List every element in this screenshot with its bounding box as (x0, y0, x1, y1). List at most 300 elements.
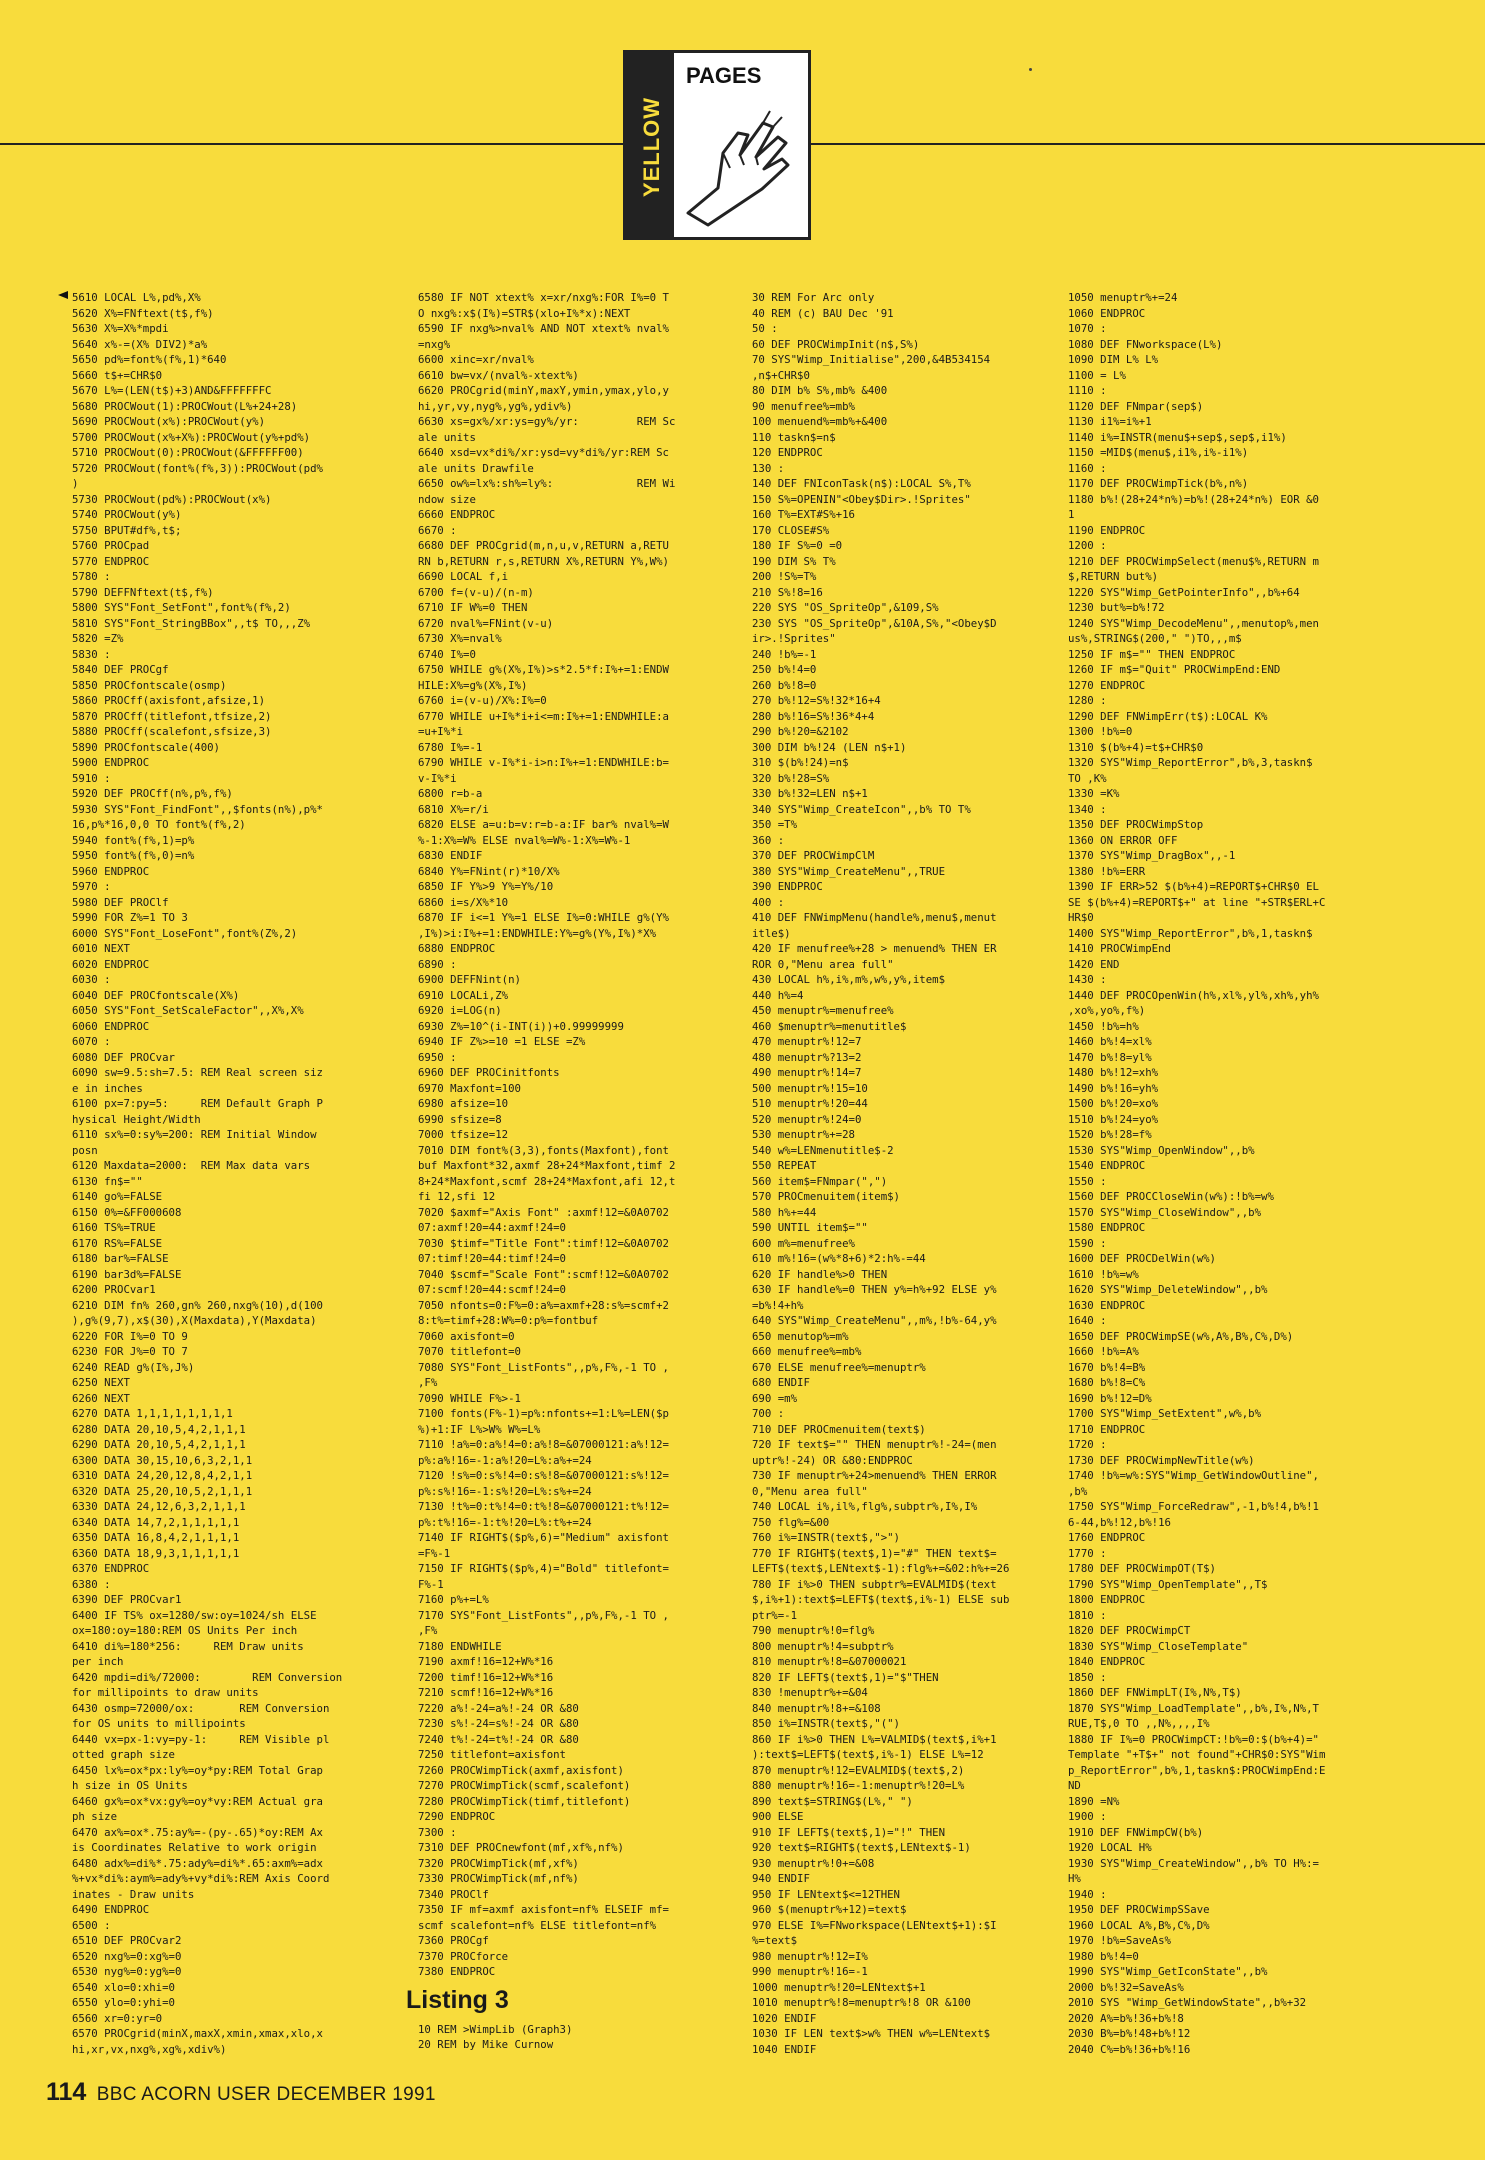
code-line: 6510 DEF PROCvar2 (72, 1934, 182, 1947)
code-line: 1710 ENDPROC (1068, 1422, 1146, 1436)
code-line: 890 text$=STRING$(L%," ") (752, 1794, 913, 1808)
code-line: RUE,T$,0 TO ,,N%,,,,I% (1068, 1717, 1210, 1730)
code-line: 5800 SYS"Font_SetFont",font%(f%,2) (72, 601, 291, 614)
code-line: 2010 SYS "Wimp_GetWindowState",,b%+32 (1068, 1996, 1307, 2009)
code-line: 6100 px=7:py=5: REM Default Graph P (72, 1097, 323, 1110)
code-line: 7270 PROCWimpTick(scmf,scalefont) (418, 1779, 631, 1792)
code-line: ir>.!Sprites" (752, 632, 836, 645)
code-line: 630 IF handle%=0 THEN y%=h%+92 ELSE y% (752, 1283, 997, 1296)
code-line: 6060 ENDPROC (72, 1019, 150, 1033)
code-line: 07:timf!20=44:timf!24=0 (418, 1252, 566, 1265)
code-line: 760 i%=INSTR(text$,">") (752, 1531, 900, 1544)
code-line: 6750 WHILE g%(X%,I%)>s*2.5*f:I%+=1:ENDW (418, 663, 669, 676)
code-line: ox=180:oy=180:REM OS Units Per inch (72, 1624, 298, 1637)
code-line: 6360 DATA 18,9,3,1,1,1,1,1 (72, 1546, 240, 1560)
code-line: 1460 b%!4=xl% (1068, 1035, 1152, 1048)
code-line: 6970 Maxfont=100 (418, 1081, 521, 1095)
code-line: 6450 lx%=ox*px:ly%=oy*py:REM Total Grap (72, 1763, 323, 1777)
code-line: 1150 =MID$(menu$,i1%,i%-i1%) (1068, 446, 1249, 459)
code-line: 5650 pd%=font%(f%,1)*640 (72, 353, 227, 366)
code-line: 6920 i=LOG(n) (418, 1004, 502, 1017)
code-line: 1320 SYS"Wimp_ReportError",b%,3,taskn$ (1068, 756, 1313, 769)
code-line: 1670 b%!4=B% (1068, 1360, 1146, 1374)
code-line: 490 menuptr%!14=7 (752, 1066, 862, 1079)
code-line: 1510 b%!24=yo% (1068, 1112, 1159, 1126)
code-line: 800 menuptr%!4=subptr% (752, 1639, 894, 1653)
code-line: ):text$=LEFT$(text$,i%-1) ELSE L%=12 (752, 1748, 984, 1761)
code-line: 6430 osmp=72000/ox: REM Conversion (72, 1701, 330, 1715)
code-line: 990 menuptr%!16=-1 (752, 1965, 868, 1978)
code-line: fi 12,sfi 12 (418, 1190, 496, 1203)
code-line: 1790 SYS"Wimp_OpenTemplate",,T$ (1068, 1577, 1268, 1591)
code-line: 1050 menuptr%+=24 (1068, 291, 1178, 304)
code-line: 1520 b%!28=f% (1068, 1128, 1152, 1141)
code-line: 1570 SYS"Wimp_CloseWindow",,b% (1068, 1205, 1262, 1219)
code-line: 350 =T% (752, 818, 798, 831)
code-line: 1230 but%=b%!72 (1068, 601, 1165, 614)
code-line: 5640 x%-=(X% DIV2)*a% (72, 337, 208, 351)
code-line: 6810 X%=r/i (418, 802, 489, 816)
code-line: 6380 : (72, 1577, 111, 1591)
code-line: 7230 s%!-24=s%!-24 OR &80 (418, 1717, 579, 1730)
code-line: 1270 ENDPROC (1068, 678, 1146, 692)
code-line: 6990 sfsize=8 (418, 1112, 502, 1126)
code-column-2 (406, 290, 736, 2070)
code-line: 5610 LOCAL L%,pd%,X% (72, 291, 201, 304)
code-line: ,b% (1068, 1484, 1088, 1498)
code-line: 6660 ENDPROC (418, 508, 496, 521)
code-line: 6300 DATA 30,15,10,6,3,2,1,1 (72, 1453, 253, 1467)
code-line: 6230 FOR J%=0 TO 7 (72, 1345, 188, 1358)
code-line: 6200 PROCvar1 (72, 1283, 156, 1296)
code-line: 1340 : (1068, 802, 1107, 816)
code-line: 6470 ax%=ox*.75:ay%=-(py-.65)*oy:REM Ax (72, 1825, 323, 1839)
code-line: ,xo%,yo%,f%) (1068, 1004, 1146, 1017)
code-line: 1040 ENDIF (752, 2042, 817, 2056)
code-line: 450 menuptr%=menufree% (752, 1004, 894, 1017)
code-line: 6880 ENDPROC (418, 942, 496, 955)
code-line: 1580 ENDPROC (1068, 1221, 1146, 1234)
code-line: 1130 i1%=i%+1 (1068, 415, 1152, 428)
code-line: 320 b%!28=S% (752, 771, 830, 785)
code-line: 6460 gx%=ox*vx:gy%=oy*vy:REM Actual gra (72, 1794, 323, 1808)
code-line: 1470 b%!8=yl% (1068, 1050, 1152, 1064)
code-line: 1970 !b%=SaveAs% (1068, 1934, 1171, 1947)
code-line: 360 : (752, 833, 785, 847)
code-line: 1930 SYS"Wimp_CreateWindow",,b% TO H%:= (1068, 1856, 1319, 1870)
code-line: 1750 SYS"Wimp_ForceRedraw",-1,b%!4,b%!1 (1068, 1500, 1319, 1513)
code-line: 6140 go%=FALSE (72, 1190, 163, 1203)
code-line: 6050 SYS"Font_SetScaleFactor",,X%,X% (72, 1004, 304, 1017)
code-line: 5860 PROCff(axisfont,afsize,1) (72, 694, 266, 707)
code-line: ,I%)>i:I%+=1:ENDWHILE:Y%=g%(Y%,I%)*X% (418, 926, 657, 940)
code-line: %+vx*di%:aym%=ady%+vy*di%:REM Axis Coord (72, 1872, 330, 1885)
code-line: 7140 IF RIGHT$($p%,6)="Medium" axisfont (418, 1531, 669, 1544)
code-line: 190 DIM S% T% (752, 554, 836, 568)
code-line: 6500 : (72, 1918, 111, 1932)
code-line: 6770 WHILE u+I%*i+i<=m:I%+=1:ENDWHILE:a (418, 709, 669, 723)
code-line: 740 LOCAL i%,il%,flg%,subptr%,I%,I% (752, 1500, 978, 1513)
code-line: 480 menuptr%?13=2 (752, 1050, 862, 1064)
arrow-marker (58, 291, 68, 299)
code-line: 160 T%=EXT#S%+16 (752, 508, 855, 521)
code-line: inates - Draw units (72, 1887, 195, 1901)
code-line: 6950 : (418, 1050, 457, 1064)
code-line: 5690 PROCWout(x%):PROCWout(y%) (72, 415, 266, 428)
code-line: 5910 : (72, 771, 111, 785)
code-line: 5680 PROCWout(1):PROCWout(L%+24+28) (72, 399, 298, 413)
listing-3-title: Listing 3 (406, 1985, 509, 2014)
code-line: 330 b%!32=LEN n$+1 (752, 787, 868, 800)
code-line: 380 SYS"Wimp_CreateMenu",,TRUE (752, 864, 946, 878)
code-column-1 (72, 290, 384, 2070)
code-line: 500 menuptr%!15=10 (752, 1081, 868, 1095)
code-line: 110 taskn$=n$ (752, 430, 836, 444)
code-line: 670 ELSE menufree%=menuptr% (752, 1360, 926, 1374)
code-line: 1380 !b%=ERR (1068, 864, 1146, 878)
code-line: 7350 IF mf=axmf axisfont=nf% ELSEIF mf= (418, 1903, 669, 1916)
code-line: 1200 : (1068, 539, 1107, 552)
code-line: 720 IF text$="" THEN menuptr%!-24=(men (752, 1438, 997, 1451)
code-line: 5760 PROCpad (72, 539, 150, 552)
code-line: 6220 FOR I%=0 TO 9 (72, 1329, 188, 1343)
code-column-4 (1068, 290, 1396, 2070)
code-line: 1540 ENDPROC (1068, 1159, 1146, 1172)
code-line: 6910 LOCALi,Z% (418, 988, 509, 1002)
code-line: posn (72, 1143, 98, 1157)
code-line: 10 REM >WimpLib (Graph3) (418, 2022, 573, 2036)
code-line: 5830 : (72, 647, 111, 661)
code-line: 7030 $timf="Title Font":timf!12=&0A0702 (418, 1236, 669, 1250)
code-line: 1030 IF LEN text$>w% THEN w%=LENtext$ (752, 2027, 991, 2040)
code-line: 520 menuptr%!24=0 (752, 1112, 862, 1126)
code-line: 930 menuptr%!0+=&08 (752, 1856, 875, 1870)
code-line: 560 item$=FNmpar(",") (752, 1174, 888, 1188)
code-line: 5710 PROCWout(0):PROCWout(&FFFFFF00) (72, 446, 304, 459)
code-line: 1740 !b%=w%:SYS"Wimp_GetWindowOutline", (1068, 1469, 1319, 1482)
code-line: 6590 IF nxg%>nval% AND NOT xtext% nval% (418, 322, 669, 335)
code-line: 6540 xlo=0:xhi=0 (72, 1980, 175, 1994)
code-line: 1330 =K% (1068, 787, 1120, 800)
code-line: 7020 $axmf="Axis Font" :axmf!12=&0A0702 (418, 1205, 669, 1219)
code-line: 1650 DEF PROCWimpSE(w%,A%,B%,C%,D%) (1068, 1329, 1294, 1343)
code-line: p%:a%!16=-1:a%!20=L%:a%+=24 (418, 1453, 592, 1467)
code-line: 200 !S%=T% (752, 570, 817, 583)
code-line: 1010 menuptr%!8=menuptr%!8 OR &100 (752, 1996, 971, 2009)
code-line: 5840 DEF PROCgf (72, 663, 169, 676)
code-line: hi,xr,vx,nxg%,xg%,xdiv%) (72, 2042, 227, 2056)
code-line: 540 w%=LENmenutitle$-2 (752, 1143, 894, 1157)
code-line: 770 IF RIGHT$(text$,1)="#" THEN text$= (752, 1546, 997, 1560)
code-line: 7180 ENDWHILE (418, 1639, 502, 1653)
code-line: 6780 I%=-1 (418, 740, 483, 754)
code-line: %=text$ (752, 1934, 798, 1947)
code-line: 6320 DATA 25,20,10,5,2,1,1,1 (72, 1484, 253, 1498)
code-line: 6610 bw=vx/(nval%-xtext%) (418, 368, 579, 382)
code-line: 260 b%!8=0 (752, 678, 817, 692)
code-line: 1780 DEF PROCWimpOT(T$) (1068, 1562, 1216, 1575)
code-line: 1450 !b%=h% (1068, 1019, 1139, 1033)
code-line: 6820 ELSE a=u:b=v:r=b-a:IF bar% nval%=W (418, 818, 669, 831)
code-line: 6830 ENDIF (418, 849, 483, 862)
code-line: 710 DEF PROCmenuitem(text$) (752, 1422, 926, 1436)
code-line: 1420 END (1068, 957, 1120, 971)
code-line: 5900 ENDPROC (72, 756, 150, 769)
code-line: 7120 !s%=0:s%!4=0:s%!8=&07000121:s%!12= (418, 1469, 669, 1482)
code-line: 50 : (752, 322, 778, 335)
code-line: 0,"Menu area full" (752, 1484, 868, 1498)
code-line: 1250 IF m$="" THEN ENDPROC (1068, 647, 1236, 661)
code-line: 660 menufree%=mb% (752, 1345, 862, 1358)
code-line: us%,STRING$(200," ")TO,,,m$ (1068, 632, 1242, 645)
code-line: 6900 DEFFNint(n) (418, 973, 521, 986)
code-line: 7010 DIM font%(3,3),fonts(Maxfont),font (418, 1143, 669, 1157)
code-line: 6370 ENDPROC (72, 1562, 150, 1575)
code-line: 7290 ENDPROC (418, 1810, 496, 1823)
code-line: 6580 IF NOT xtext% x=xr/nxg%:FOR I%=0 T (418, 291, 669, 304)
code-line: HILE:X%=g%(X%,I%) (418, 678, 528, 692)
code-line: 100 menuend%=mb%+&400 (752, 415, 888, 428)
code-line: 1900 : (1068, 1810, 1107, 1823)
code-line: 280 b%!16=S%!36*4+4 (752, 709, 875, 723)
code-line: 6250 NEXT (72, 1376, 130, 1389)
code-line: 1080 DEF FNworkspace(L%) (1068, 337, 1223, 351)
code-line: otted graph size (72, 1748, 175, 1761)
code-line: 7240 t%!-24=t%!-24 OR &80 (418, 1732, 579, 1746)
code-line: %-1:X%=W% ELSE nval%=W%-1:X%=W%-1 (418, 833, 631, 847)
code-line: 5750 BPUT#df%,t$; (72, 523, 182, 537)
code-line: ) (72, 477, 79, 490)
code-line: 140 DEF FNIconTask(n$):LOCAL S%,T% (752, 477, 971, 490)
code-line: 7150 IF RIGHT$($p%,4)="Bold" titlefont= (418, 1562, 669, 1575)
code-line: ptr%=-1 (752, 1608, 798, 1622)
code-line: 6090 sw=9.5:sh=7.5: REM Real screen siz (72, 1066, 323, 1079)
code-line: 910 IF LEFT$(text$,1)="!" THEN (752, 1825, 946, 1839)
code-line: 980 menuptr%!12=I% (752, 1949, 868, 1963)
code-line: 6530 nyg%=0:yg%=0 (72, 1965, 182, 1978)
code-column-2-lines (418, 290, 736, 1980)
code-line: 5670 L%=(LEN(t$)+3)AND&FFFFFFFC (72, 384, 272, 397)
code-line: 7190 axmf!16=12+W%*16 (418, 1655, 554, 1668)
code-line: 7320 PROCWimpTick(mf,xf%) (418, 1856, 579, 1870)
code-line: 6340 DATA 14,7,2,1,1,1,1,1 (72, 1515, 240, 1529)
code-line: 1880 IF I%=0 PROCWimpCT:!b%=0:$(b%+4)=" (1068, 1732, 1319, 1746)
code-line: 1290 DEF FNWimpErr(t$):LOCAL K% (1068, 709, 1268, 723)
code-line: 230 SYS "OS_SpriteOp",&10A,S%,"<Obey$D (752, 616, 997, 630)
listing-3-lines (418, 2022, 736, 2053)
code-line: 7340 PROClf (418, 1887, 489, 1901)
code-line: 7110 !a%=0:a%!4=0:a%!8=&07000121:a%!12= (418, 1438, 669, 1451)
code-line: 1550 : (1068, 1174, 1107, 1188)
code-line: 1300 !b%=0 (1068, 725, 1133, 738)
code-line: 6960 DEF PROCinitfonts (418, 1066, 560, 1079)
code-line: 6980 afsize=10 (418, 1097, 509, 1110)
logo-pages-text: PAGES (686, 63, 762, 88)
code-line: scmf scalefont=nf% ELSE titlefont=nf% (418, 1918, 657, 1932)
code-line: 120 ENDPROC (752, 446, 823, 459)
code-line: 6480 adx%=di%*.75:ady%=di%*.65:axm%=adx (72, 1856, 323, 1870)
code-line: 510 menuptr%!20=44 (752, 1097, 868, 1110)
code-line: 7210 scmf!16=12+W%*16 (418, 1686, 554, 1699)
code-line: 1360 ON ERROR OFF (1068, 833, 1178, 847)
code-line: 6280 DATA 20,10,5,4,2,1,1,1 (72, 1422, 246, 1436)
code-line: 1660 !b%=A% (1068, 1345, 1139, 1358)
code-line: 250 b%!4=0 (752, 663, 817, 676)
code-line: p%:t%!16=-1:t%!20=L%:t%+=24 (418, 1515, 592, 1529)
code-line: 1590 : (1068, 1236, 1107, 1250)
code-line: 5630 X%=X%*mpdi (72, 322, 169, 335)
code-line: 6080 DEF PROCvar (72, 1050, 175, 1064)
code-line: 5780 : (72, 570, 111, 583)
code-line: ,F% (418, 1624, 438, 1637)
code-line: 1240 SYS"Wimp_DecodeMenu",,menutop%,men (1068, 616, 1319, 630)
code-line: 1560 DEF PROCCloseWin(w%):!b%=w% (1068, 1190, 1274, 1203)
code-line: 530 menuptr%+=28 (752, 1128, 855, 1141)
code-line: 6260 NEXT (72, 1391, 130, 1405)
code-line: 6170 RS%=FALSE (72, 1236, 163, 1250)
code-line: 270 b%!12=S%!32*16+4 (752, 694, 881, 707)
code-line: 7060 axisfont=0 (418, 1329, 515, 1343)
code-line: 240 !b%=-1 (752, 647, 817, 661)
code-line: 5620 X%=FNftext(t$,f%) (72, 306, 214, 320)
code-line: 7160 p%+=L% (418, 1593, 489, 1606)
code-line: 6870 IF i<=1 Y%=1 ELSE I%=0:WHILE g%(Y% (418, 911, 669, 924)
code-line: 1480 b%!12=xh% (1068, 1066, 1159, 1079)
code-line: 6670 : (418, 523, 457, 537)
code-line: 6790 WHILE v-I%*i-i>n:I%+=1:ENDWHILE:b= (418, 756, 669, 769)
code-line: 1850 : (1068, 1670, 1107, 1684)
code-line: 1610 !b%=w% (1068, 1267, 1139, 1281)
code-line: 1700 SYS"Wimp_SetExtent",w%,b% (1068, 1407, 1262, 1420)
code-line: 6030 : (72, 973, 111, 986)
code-line: 570 PROCmenuitem(item$) (752, 1190, 900, 1203)
code-line: ,n$+CHR$0 (752, 368, 810, 382)
code-line: 6040 DEF PROCfontscale(X%) (72, 988, 240, 1002)
code-line: 5930 SYS"Font_FindFont",,$fonts(n%),p%* (72, 802, 323, 816)
code-line: 7100 fonts(F%-1)=p%:nfonts+=1:L%=LEN($p (418, 1407, 669, 1420)
code-line: 7130 !t%=0:t%!4=0:t%!8=&07000121:t%!12= (418, 1500, 669, 1513)
code-line: $,RETURN but%) (1068, 570, 1159, 583)
code-line: e in inches (72, 1081, 143, 1095)
code-line: =b%!4+h% (752, 1298, 804, 1312)
code-line: 5850 PROCfontscale(osmp) (72, 678, 227, 692)
code-line: 7200 timf!16=12+W%*16 (418, 1670, 554, 1684)
code-line: 610 m%!16=(w%*8+6)*2:h%-=44 (752, 1252, 926, 1265)
code-line: 1060 ENDPROC (1068, 306, 1146, 320)
code-line: 6560 xr=0:yr=0 (72, 2011, 163, 2025)
code-line: 1180 b%!(28+24*n%)=b%!(28+24*n%) EOR &0 (1068, 492, 1319, 506)
code-line: 920 text$=RIGHT$(text$,LENtext$-1) (752, 1841, 971, 1854)
code-line: 5790 DEFFNftext(t$,f%) (72, 585, 214, 599)
code-line: 1350 DEF PROCWimpStop (1068, 818, 1204, 831)
code-line: 16,p%*16,0,0 TO font%(f%,2) (72, 818, 246, 831)
code-line: 220 SYS "OS_SpriteOp",&109,S% (752, 601, 939, 614)
code-line: 1430 : (1068, 973, 1107, 986)
code-line: 07:axmf!20=44:axmf!24=0 (418, 1221, 566, 1234)
code-line: SE $(b%+4)=REPORT$+" at line "+STR$ERL+C (1068, 895, 1326, 909)
code-line: itle$) (752, 926, 791, 940)
code-line: 1000 menuptr%!20=LENtext$+1 (752, 1980, 926, 1994)
code-line: 7250 titlefont=axisfont (418, 1748, 566, 1761)
code-line: 440 h%=4 (752, 988, 804, 1002)
code-line: 5820 =Z% (72, 632, 124, 645)
code-line: per inch (72, 1655, 124, 1668)
code-line: 6420 mpdi=di%/72000: REM Conversion (72, 1670, 343, 1684)
code-line: 1100 = L% (1068, 368, 1126, 382)
code-line: 1070 : (1068, 322, 1107, 335)
code-line: 7050 nfonts=0:F%=0:a%=axmf+28:s%=scmf+2 (418, 1298, 669, 1312)
code-line: 1140 i%=INSTR(menu$+sep$,sep$,i1%) (1068, 430, 1287, 444)
code-line: 1260 IF m$="Quit" PROCWimpEnd:END (1068, 663, 1281, 676)
code-line: 5940 font%(f%,1)=p% (72, 833, 195, 847)
code-line: 1690 b%!12=D% (1068, 1391, 1152, 1405)
code-column-3 (752, 290, 1070, 2070)
code-line: 1090 DIM L% L% (1068, 353, 1159, 366)
code-line: 5770 ENDPROC (72, 554, 150, 568)
code-line: 1680 b%!8=C% (1068, 1376, 1146, 1389)
code-line: 2000 b%!32=SaveAs% (1068, 1980, 1184, 1994)
code-line: 6640 xsd=vx*di%/xr:ysd=vy*di%/yr:REM Sc (418, 446, 669, 459)
code-line: 1870 SYS"Wimp_LoadTemplate",,b%,I%,N%,T (1068, 1701, 1319, 1715)
code-line: 1730 DEF PROCWimpNewTitle(w%) (1068, 1453, 1255, 1467)
yellow-pages-logo (623, 50, 811, 240)
code-line: 6800 r=b-a (418, 787, 483, 800)
code-line: 6940 IF Z%>=10 =1 ELSE =Z% (418, 1035, 586, 1048)
code-line: buf Maxfont*32,axmf 28+24*Maxfont,timf 2 (418, 1159, 676, 1172)
code-line: 5950 font%(f%,0)=n% (72, 849, 195, 862)
page-footer (46, 2078, 436, 2107)
code-line: 6310 DATA 24,20,12,8,4,2,1,1 (72, 1469, 253, 1482)
code-line: 640 SYS"Wimp_CreateMenu",,m%,!b%-64,y% (752, 1314, 997, 1327)
code-line: 1890 =N% (1068, 1794, 1120, 1808)
code-line: 750 flg%=&00 (752, 1515, 830, 1529)
hand-icon (678, 93, 808, 233)
code-line: 1630 ENDPROC (1068, 1298, 1146, 1312)
code-line: 6490 ENDPROC (72, 1903, 150, 1916)
code-line: 7360 PROCgf (418, 1934, 489, 1947)
code-line: 400 : (752, 895, 785, 909)
code-line: 5870 PROCff(titlefont,tfsize,2) (72, 709, 272, 723)
code-line: 70 SYS"Wimp_Initialise",200,&4B534154 (752, 353, 991, 366)
code-line: 6600 xinc=xr/nval% (418, 353, 534, 366)
code-line: =nxg% (418, 337, 451, 351)
code-line: 30 REM For Arc only (752, 291, 875, 304)
code-line: 1980 b%!4=0 (1068, 1949, 1139, 1963)
code-line: 1920 LOCAL H% (1068, 1841, 1152, 1854)
code-line: 6210 DIM fn% 260,gn% 260,nxg%(10),d(100 (72, 1298, 323, 1312)
code-line: ,F% (418, 1376, 438, 1389)
code-line: 6410 di%=180*256: REM Draw units (72, 1639, 304, 1653)
code-line: 6010 NEXT (72, 942, 130, 955)
code-line: 210 S%!8=16 (752, 585, 823, 599)
code-line: 1390 IF ERR>52 $(b%+4)=REPORT$+CHR$0 EL (1068, 880, 1319, 893)
code-line: 340 SYS"Wimp_CreateIcon",,b% TO T% (752, 802, 971, 816)
code-line: 40 REM (c) BAU Dec '91 (752, 306, 894, 320)
code-line: 580 h%+=44 (752, 1205, 817, 1219)
code-line: 7380 ENDPROC (418, 1965, 496, 1978)
code-line: 870 menuptr%!12=EVALMID$(text$,2) (752, 1763, 965, 1777)
code-line: 20 REM by Mike Curnow (418, 2038, 554, 2051)
code-line: 1620 SYS"Wimp_DeleteWindow",,b% (1068, 1283, 1268, 1296)
code-line: 1 (1068, 508, 1075, 521)
code-line: O nxg%:x$(I%)=STR$(xlo+I%*x):NEXT (418, 306, 631, 320)
code-line: 6190 bar3d%=FALSE (72, 1267, 182, 1281)
code-line: ndow size (418, 492, 476, 506)
code-line: 1400 SYS"Wimp_ReportError",b%,1,taskn$ (1068, 926, 1313, 940)
code-line: 5970 : (72, 880, 111, 893)
code-line: 6740 I%=0 (418, 647, 476, 661)
code-line: Template "+T$+" not found"+CHR$0:SYS"Wim (1068, 1748, 1326, 1761)
